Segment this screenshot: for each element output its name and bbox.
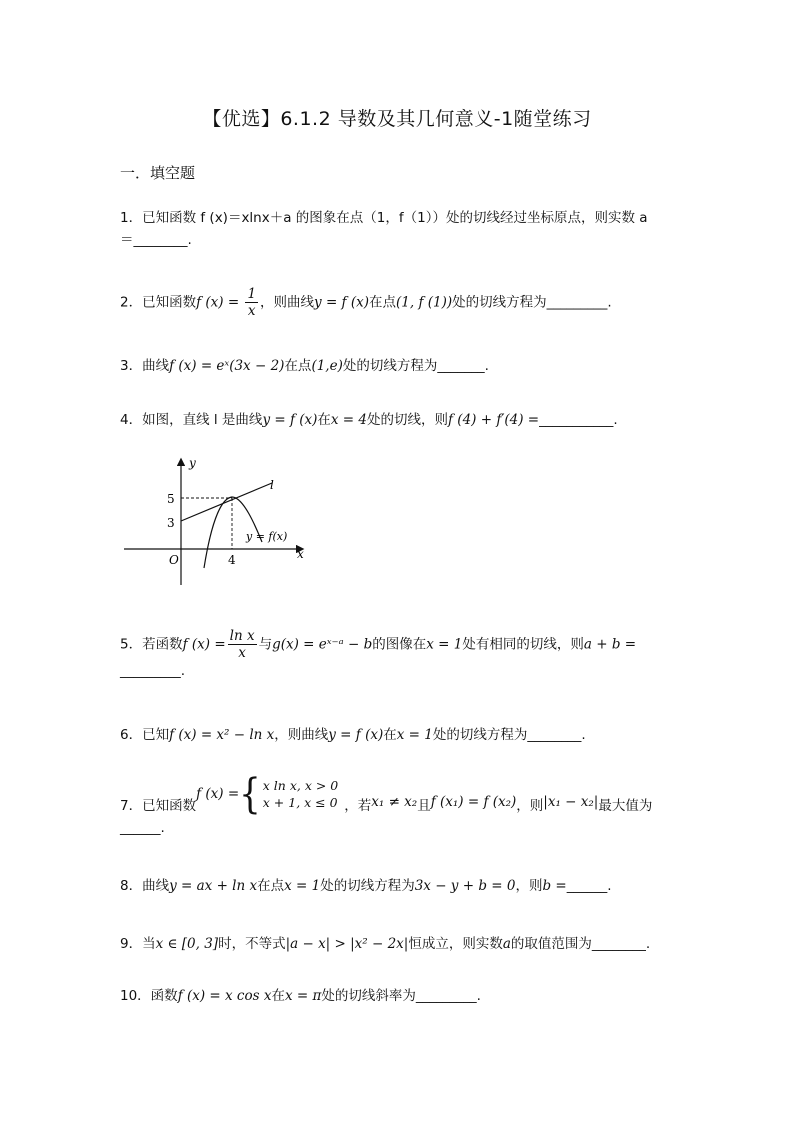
q2-numerator: 1 — [247, 286, 257, 302]
page-title: 【优选】6.1.2 导数及其几何意义-1随堂练习 — [202, 108, 592, 130]
origin-label: O — [169, 553, 179, 567]
tangent-figure — [120, 452, 310, 592]
q9-a: a — [502, 936, 511, 952]
q2-curve: y = f (x) — [314, 294, 369, 311]
q7-cond: x₁ ≠ x₂ — [371, 794, 418, 810]
question-8 — [120, 876, 680, 898]
q9-text-a: 9．当 — [120, 936, 156, 952]
x-axis-label: x — [297, 547, 304, 561]
q8-text-e: ______. — [566, 878, 612, 894]
question-2 — [120, 286, 680, 319]
q10-text-b: 在 — [271, 988, 285, 1004]
q5-expr: a + b = — [583, 636, 637, 653]
q5-numerator: ln x — [229, 628, 255, 644]
q5-text-c: 的图像在 — [372, 636, 427, 653]
q7-abs: |x₁ − x₂| — [543, 794, 599, 810]
q9-domain: x ∈ [0, 3] — [155, 936, 219, 952]
q2-text-c: 在点 — [369, 294, 396, 311]
q8-eq: 3x − y + b = 0 — [414, 878, 516, 894]
q7-cases — [263, 778, 338, 812]
section-heading: 一．填空题 — [120, 164, 196, 182]
q5-denominator: x — [238, 645, 246, 662]
q7-piecewise — [239, 770, 339, 819]
y-tick-3: 3 — [167, 516, 175, 530]
q7-case-1: x ln x, x > 0 — [262, 777, 339, 793]
q6-text-c: 在 — [383, 727, 397, 743]
question-9 — [120, 934, 680, 956]
y-tick-5: 5 — [167, 492, 175, 506]
q5-text-b: 与 — [258, 636, 273, 653]
q8-xv: x = 1 — [284, 878, 321, 894]
q4-text-a: 4．如图，直线 l 是曲线 — [120, 412, 263, 428]
q3-text-c: 处的切线方程为_______. — [342, 358, 489, 374]
q9-text-c: 恒成立，则实数 — [408, 936, 503, 952]
q4-xv: x = 4 — [330, 412, 368, 428]
y-axis-label: y — [189, 456, 196, 470]
q7-brace: { — [239, 770, 261, 819]
q10-xv: x = π — [284, 988, 322, 1004]
q5-text-a: 5．若函数 — [120, 636, 183, 653]
question-5-line2: _________. — [120, 663, 186, 680]
q3-expr: f (x) = eˣ(3x − 2) — [169, 358, 285, 374]
q5-text-d: 处有相同的切线，则 — [462, 636, 584, 653]
question-4 — [120, 410, 680, 432]
question-5-line1 — [120, 628, 680, 661]
q10-expr: f (x) = x cos x — [177, 988, 272, 1004]
q7-text-d: ，则 — [516, 798, 544, 814]
q7-text-e: 最大值为 — [598, 798, 653, 814]
q2-point: (1, f (1)) — [396, 294, 453, 311]
q8-text-b: 在点 — [257, 878, 285, 894]
q4-text-b: 在 — [317, 412, 331, 428]
q6-text-b: ，则曲线 — [274, 727, 329, 743]
q5-fraction — [228, 628, 257, 661]
q5-fx: f (x) = — [182, 636, 226, 653]
question-6 — [120, 725, 680, 747]
q6-expr: f (x) = x² − ln x — [169, 727, 275, 743]
line-label-l: l — [270, 478, 274, 492]
x-tick-4: 4 — [228, 553, 236, 567]
q3-text-a: 3．曲线 — [120, 358, 170, 374]
q9-text-d: 的取值范围为________. — [510, 936, 651, 952]
question-3 — [120, 356, 680, 378]
q6-curve: y = f (x) — [328, 727, 384, 743]
question-7 — [120, 772, 680, 839]
q4-curve: y = f (x) — [262, 412, 318, 428]
q8-bv: b = — [542, 878, 567, 894]
q7-text-a: 7．已知函数 — [120, 798, 197, 814]
q2-text-d: 处的切线方程为_________. — [452, 294, 612, 311]
q8-text-d: ，则 — [515, 878, 543, 894]
q4-expr: f (4) + f′(4) = — [448, 412, 540, 428]
q6-text-d: 处的切线方程为________. — [432, 727, 586, 743]
q7-text-b: ，若 — [344, 798, 372, 814]
q10-text-a: 10．函数 — [120, 988, 178, 1004]
q2-fraction — [245, 286, 258, 319]
q5-xv: x = 1 — [426, 636, 463, 653]
q2-fx: f (x) = — [196, 294, 244, 311]
q10-text-c: 处的切线斜率为_________. — [321, 988, 481, 1004]
curve-label: y = f(x) — [246, 530, 288, 543]
question-5 — [120, 628, 680, 683]
question-1 — [120, 208, 680, 251]
q9-inequality: |a − x| > |x² − 2x| — [285, 936, 409, 952]
q2-text-a: 2．已知函数 — [120, 294, 197, 311]
q8-text-a: 8．曲线 — [120, 878, 170, 894]
q7-fx: f (x) = — [196, 786, 240, 802]
q5-gx: g(x) = eˣ⁻ᵃ − b — [272, 636, 373, 653]
q2-denominator: x — [247, 303, 256, 320]
q4-text-c: 处的切线，则 — [367, 412, 449, 428]
q4-text-d: ___________. — [539, 412, 618, 428]
q8-curve: y = ax + ln x — [169, 878, 258, 894]
q6-text-a: 6．已知 — [120, 727, 170, 743]
q8-text-c: 处的切线方程为 — [320, 878, 415, 894]
tangent-line-l — [181, 483, 272, 521]
q9-text-b: 时，不等式 — [218, 936, 286, 952]
q3-text-b: 在点 — [284, 358, 312, 374]
q2-text-b: ，则曲线 — [260, 294, 315, 311]
q6-xv: x = 1 — [396, 727, 433, 743]
q7-case-2: x + 1, x ≤ 0 — [262, 794, 338, 810]
question-7-line2: ______. — [120, 819, 165, 836]
q7-eq: f (x₁) = f (x₂) — [430, 794, 517, 810]
q3-point: (1,e) — [311, 358, 343, 374]
question-1-line2: ＝________. — [120, 231, 192, 248]
q7-text-c: 且 — [417, 798, 431, 814]
question-10 — [120, 986, 680, 1008]
question-1-line1: 1．已知函数 f (x)＝xlnx＋a 的图象在点（1，f（1））处的切线经过坐标原点，则实数 a — [120, 210, 648, 226]
question-7-line1 — [120, 772, 680, 818]
